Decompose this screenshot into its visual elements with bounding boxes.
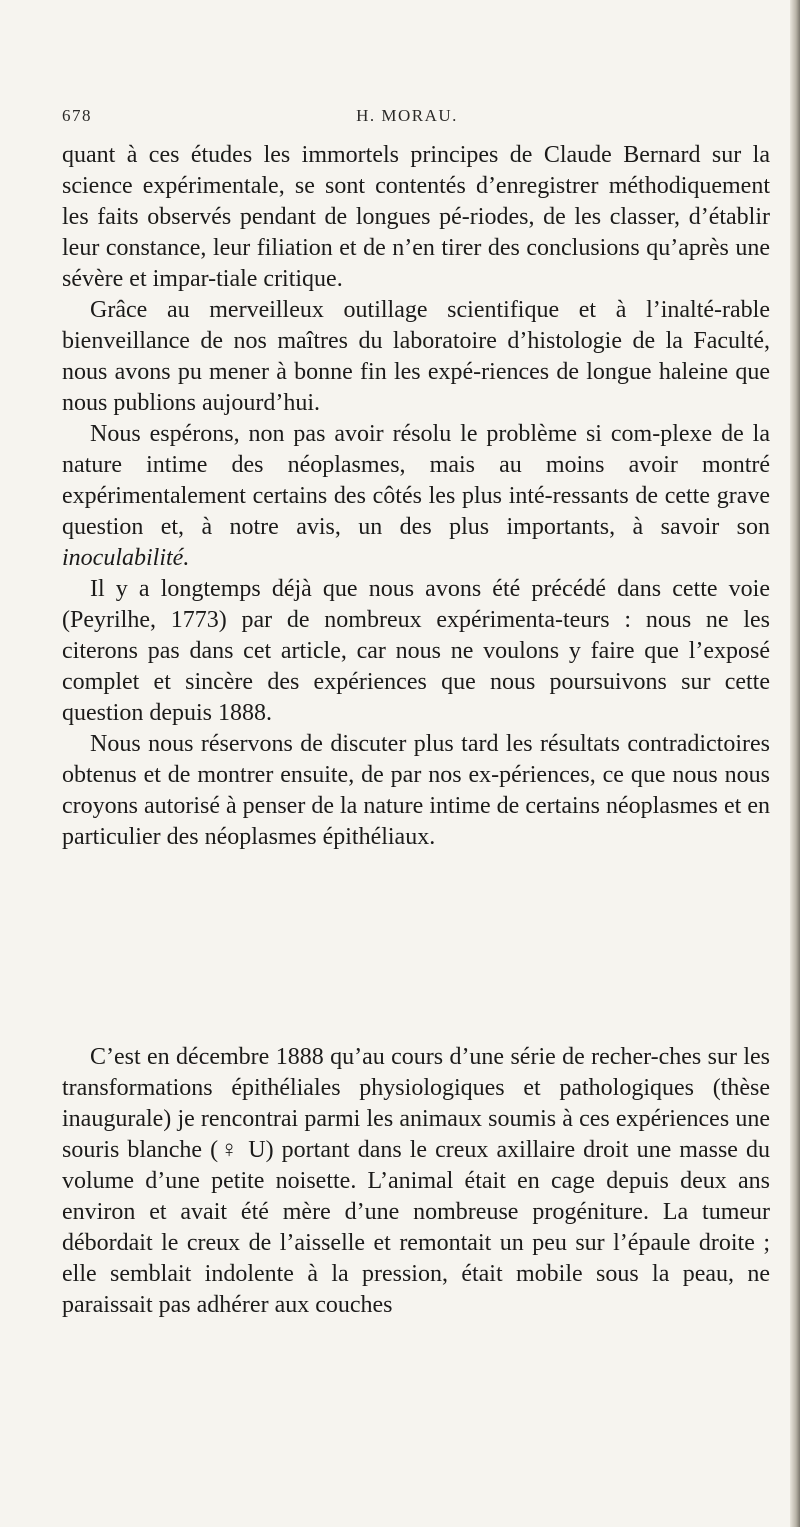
paragraph-2: Grâce au merveilleux outillage scientifique et à l’inalté-rable bienveillance de nos maîtres du laboratoire d’histologie de la Faculté, nous avons pu mener à bonne fin les expé-riences de longue haleine que nous publions aujourd’hui. [62,297,770,416]
text-block-upper [62,140,770,853]
page-edge-shadow [790,0,800,1527]
paragraph-3-text: Nous espérons, non pas avoir résolu le problème si com-plexe de la nature intime des néoplasmes, mais au moins avoir montré expérimentalement certains des côtés les plus inté-ressants de cette grave question et, à notre avis, un des plus importants, à savoir son [62,421,770,540]
paragraph-3 [62,419,770,574]
paragraph-5: Nous nous réservons de discuter plus tard les résultats contradictoires obtenus et de montrer ensuite, de par nos ex-périences, ce que nous nous croyons autorisé à penser de la nature intime de certains néoplasmes et en particulier des néoplasmes épithéliaux. [62,731,770,850]
paragraph-6: C’est en décembre 1888 qu’au cours d’une série de recher-ches sur les transformations épithéliales physiologiques et pathologiques (thèse inaugurale) je rencontrai parmi les animaux soumis à ces expériences une souris blanche (♀ U) portant dans le creux axillaire droit une masse du volume d’une petite noisette. L’animal était en cage depuis deux ans environ et avait été mère d’une nombreuse progéniture. La tumeur débordait le creux de l’aisselle et remontait un peu sur l’épaule droite ; elle semblait indolente à la pression, était mobile sous la peau, ne paraissait pas adhérer aux couches [62,1044,770,1318]
author-header: H. MORAU. [356,106,458,125]
running-head [62,106,752,134]
paragraph-3-emphasis: inoculabilité. [62,545,190,571]
page-number: 678 [62,106,92,125]
paragraph-4: Il y a longtemps déjà que nous avons été précédé dans cette voie (Peyrilhe, 1773) par de nombreux expérimenta-teurs : nous ne les citerons pas dans cet article, car nous ne voulons y faire que l’exposé complet et sincère des expériences que nous poursuivons sur cette question depuis 1888. [62,576,770,726]
paragraph-1: quant à ces études les immortels principes de Claude Bernard sur la science expérimentale, se sont contentés d’enregistrer méthodiquement les faits observés pendant de longues pé-riodes, de les classer, d’établir leur constance, leur filiation et de n’en tirer des conclusions qu’après une sévère et impar-tiale critique. [62,142,770,292]
text-block-lower [62,1042,770,1321]
